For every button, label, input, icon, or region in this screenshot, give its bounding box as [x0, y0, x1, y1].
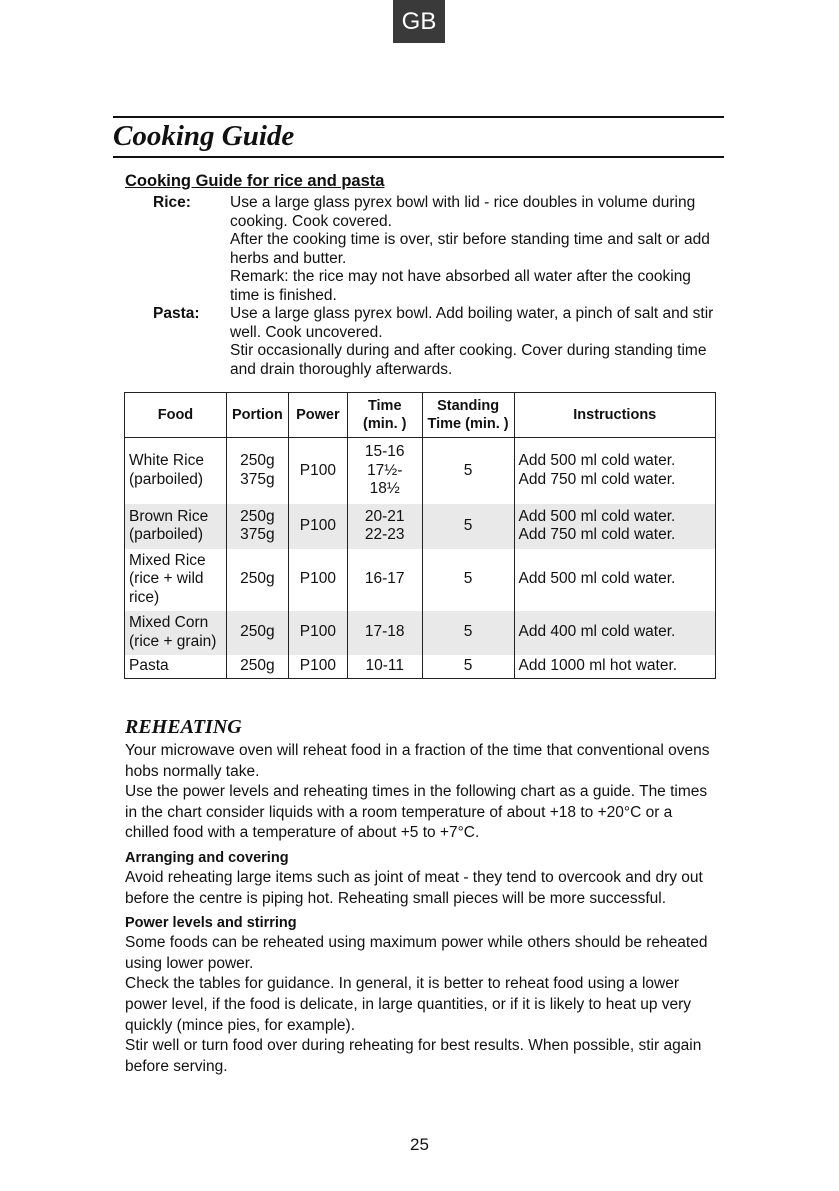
cell-line: 20-21 [364, 507, 405, 525]
rice-text [230, 194, 720, 306]
table-row [125, 655, 716, 679]
rice-pasta-table [124, 392, 716, 679]
food-cell [125, 504, 227, 549]
page-title: Cooking Guide [113, 120, 295, 152]
time-cell: 17-18 [347, 611, 422, 655]
power-levels-text: Some foods can be reheated using maximum power while others should be reheated using lower power. [125, 934, 708, 972]
cell-line: 17½- [367, 461, 403, 479]
reheating-intro: Your microwave oven will reheat food in a fraction of the time that conventional ovens hobs normally take. [125, 742, 710, 780]
table-row [125, 549, 716, 611]
col-standing-line: Time (min. ) [427, 416, 509, 432]
pasta-line: Stir occasionally during and after cooking. Cover during standing time and drain thoroughly afterwards. [230, 342, 707, 378]
power-cell: P100 [288, 655, 347, 679]
col-standing-line: Standing [437, 398, 500, 414]
cell-line: 375g [240, 470, 275, 488]
table-row [125, 504, 716, 549]
rice-line: Remark: the rice may not have absorbed all water after the cooking time is finished. [230, 268, 691, 304]
cell-line: Add 750 ml cold water. [518, 526, 676, 543]
cell-line: (rice + wild [129, 570, 204, 588]
power-cell: P100 [288, 504, 347, 549]
col-power: Power [288, 393, 347, 438]
time-cell: 16-17 [347, 549, 422, 611]
pasta-term: Pasta: [153, 305, 200, 322]
col-time-line: Time [367, 398, 402, 414]
cell-line: (rice + grain) [129, 632, 217, 650]
arranging-heading: Arranging and covering [125, 849, 289, 866]
col-instructions: Instructions [514, 393, 715, 438]
time-cell [347, 504, 422, 549]
cell-line: (parboiled) [129, 526, 204, 543]
portion-cell: 250g [226, 549, 288, 611]
title-rule-top [113, 116, 724, 118]
language-tab: GB [393, 0, 445, 43]
cell-line: 375g [240, 526, 275, 543]
title-rule-bottom [113, 156, 724, 158]
food-cell: Pasta [125, 655, 227, 679]
instructions-cell: Add 400 ml cold water. [514, 611, 715, 655]
portion-cell [226, 438, 288, 504]
power-cell: P100 [288, 549, 347, 611]
cell-line: Mixed Corn [129, 614, 209, 631]
instructions-cell: Add 1000 ml hot water. [514, 655, 715, 679]
rice-line: Use a large glass pyrex bowl with lid - rice doubles in volume during cooking. Cook covered. [230, 194, 696, 230]
instructions-cell [514, 438, 715, 504]
pasta-text [230, 305, 720, 379]
cell-line: 250g [240, 507, 275, 525]
cell-line: Brown Rice [129, 507, 209, 525]
food-cell [125, 611, 227, 655]
reheating-intro: Use the power levels and reheating times in the following chart as a guide. The times in the chart consider liquids with a room temperature of about +18 to +20°C or a chilled food with a temperature of about +5 to +7°C. [125, 783, 708, 842]
instructions-cell: Add 500 ml cold water. [514, 549, 715, 611]
cell-line: Add 500 ml cold water. [518, 507, 676, 525]
portion-cell: 250g [226, 655, 288, 679]
cell-line: 15-16 [364, 443, 405, 460]
cell-line: 22-23 [364, 526, 405, 543]
arranging-text: Avoid reheating large items such as joint of meat - they tend to overcook and dry out before the centre is piping hot. Reheating small pieces will be more successful. [125, 868, 703, 907]
reheating-title: REHEATING [125, 716, 242, 738]
time-cell: 10-11 [347, 655, 422, 679]
table-row [125, 611, 716, 655]
portion-cell: 250g [226, 611, 288, 655]
food-cell [125, 438, 227, 504]
standing-cell: 5 [422, 655, 514, 679]
pasta-line: Use a large glass pyrex bowl. Add boiling water, a pinch of salt and stir well. Cook uncovered. [230, 305, 714, 341]
col-food: Food [125, 393, 227, 438]
standing-cell: 5 [422, 504, 514, 549]
cell-line: (parboiled) [129, 470, 204, 488]
page-number: 25 [410, 1135, 429, 1154]
cell-line: White Rice [129, 452, 204, 470]
reheating-section [125, 716, 720, 1077]
time-cell [347, 438, 422, 504]
power-cell: P100 [288, 438, 347, 504]
power-cell: P100 [288, 611, 347, 655]
table-row [125, 438, 716, 504]
standing-cell: 5 [422, 611, 514, 655]
col-standing [422, 393, 514, 438]
standing-cell: 5 [422, 438, 514, 504]
portion-cell [226, 504, 288, 549]
cell-line: 18½ [369, 480, 400, 497]
power-levels-text: Stir well or turn food over during reheating for best results. When possible, stir again before serving. [125, 1037, 702, 1075]
power-levels-text: Check the tables for guidance. In general, it is better to reheat food using a lower power level, if the food is delicate, in large quantities, or if it is likely to heat up very quickly (mince pies, for example). [125, 975, 692, 1034]
power-levels-heading: Power levels and stirring [125, 915, 297, 932]
instructions-cell [514, 504, 715, 549]
cell-line: Add 500 ml cold water. [518, 452, 676, 470]
cell-line: 250g [240, 452, 275, 470]
col-portion: Portion [226, 393, 288, 438]
cell-line: rice) [129, 588, 160, 606]
table-header-row [125, 393, 716, 438]
rice-term: Rice: [153, 194, 191, 211]
standing-cell: 5 [422, 549, 514, 611]
col-time [347, 393, 422, 438]
rice-pasta-heading: Cooking Guide for rice and pasta [125, 172, 385, 190]
col-time-line: (min. ) [362, 416, 407, 432]
food-cell [125, 549, 227, 611]
cell-line: Add 750 ml cold water. [518, 470, 676, 488]
cell-line: Mixed Rice [129, 551, 206, 569]
rice-line: After the cooking time is over, stir before standing time and salt or add herbs and butter. [230, 231, 710, 267]
